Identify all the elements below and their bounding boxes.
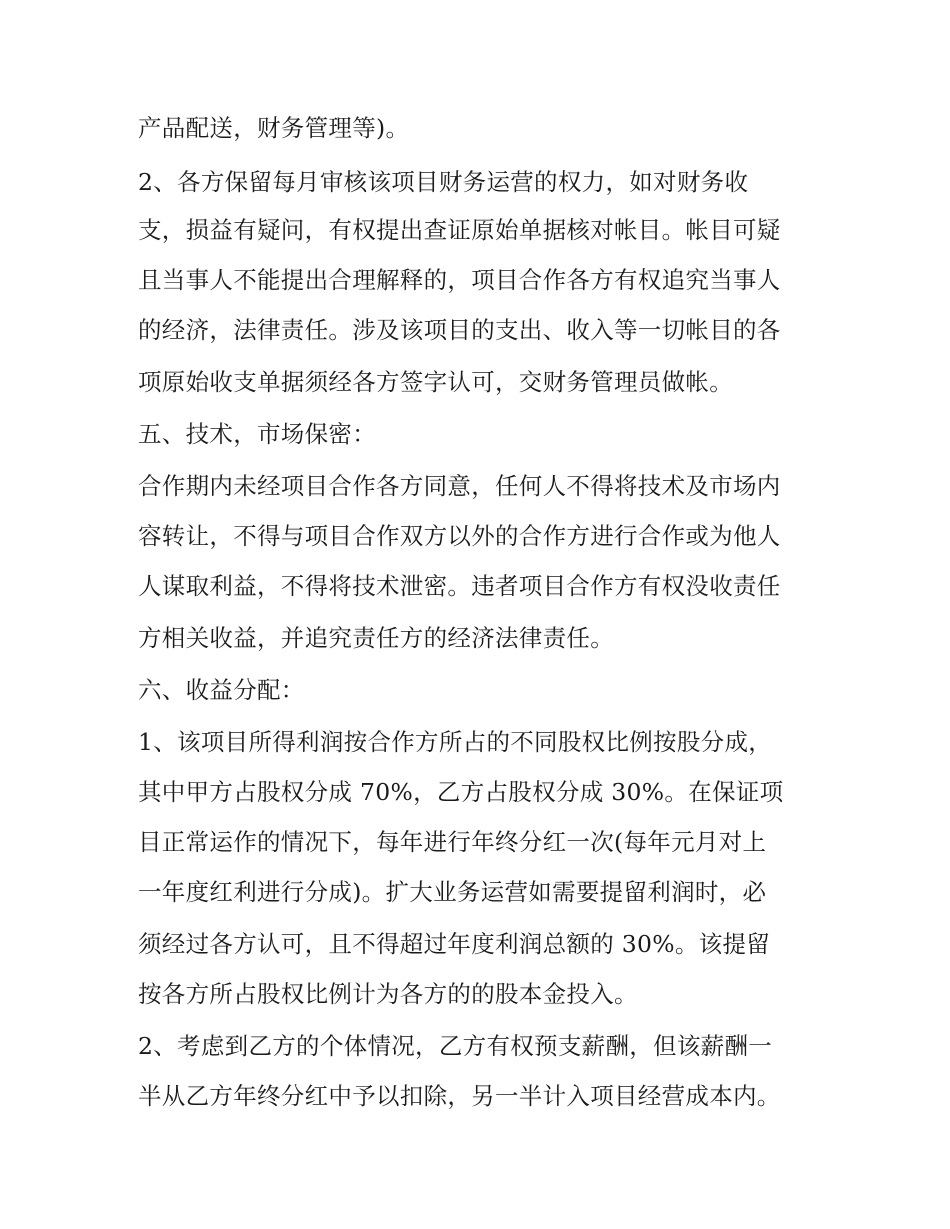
text-line: 产品配送，财务管理等)。 xyxy=(138,114,410,142)
section-heading: 五、技术，市场保密： xyxy=(138,420,376,448)
text-line: 2、考虑到乙方的个体情况，乙方有权预支薪酬，但该薪酬一 xyxy=(138,1032,773,1060)
text-line: 容转让，不得与项目合作双方以外的合作方进行合作或为他人 xyxy=(138,522,781,550)
section-heading: 六、收益分配： xyxy=(138,676,305,704)
text-line: 目正常运作的情况下，每年进行年终分红一次(每年元月对上 xyxy=(138,828,767,856)
text-line: 且当事人不能提出合理解释的，项目合作各方有权追究当事人 xyxy=(138,266,781,294)
text-line: 须经过各方认可，且不得超过年度利润总额的 30%。该提留 xyxy=(138,930,771,958)
text-line: 一年度红利进行分成)。扩大业务运营如需要提留利润时，必 xyxy=(138,878,767,906)
text-line: 项原始收支单据须经各方签字认可，交财务管理员做帐。 xyxy=(138,368,733,396)
text-line: 半从乙方年终分红中予以扣除，另一半计入项目经营成本内。 xyxy=(138,1082,781,1110)
text-line: 方相关收益，并追究责任方的经济法律责任。 xyxy=(138,624,614,652)
text-line: 人谋取利益，不得将技术泄密。违者项目合作方有权没收责任 xyxy=(138,572,781,600)
text-line: 支，损益有疑问，有权提出查证原始单据核对帐目。帐目可疑 xyxy=(138,216,781,244)
text-line: 的经济，法律责任。涉及该项目的支出、收入等一切帐目的各 xyxy=(138,316,781,344)
text-line: 2、各方保留每月审核该项目财务运营的权力，如对财务收 xyxy=(138,168,749,196)
text-line: 按各方所占股权比例计为各方的的股本金投入。 xyxy=(138,980,638,1008)
text-line: 其中甲方占股权分成 70%，乙方占股权分成 30%。在保证项 xyxy=(138,778,784,806)
text-line: 1、该项目所得利润按合作方所占的不同股权比例按股分成， xyxy=(138,728,773,756)
text-line: 合作期内未经项目合作各方同意，任何人不得将技术及市场内 xyxy=(138,472,781,500)
